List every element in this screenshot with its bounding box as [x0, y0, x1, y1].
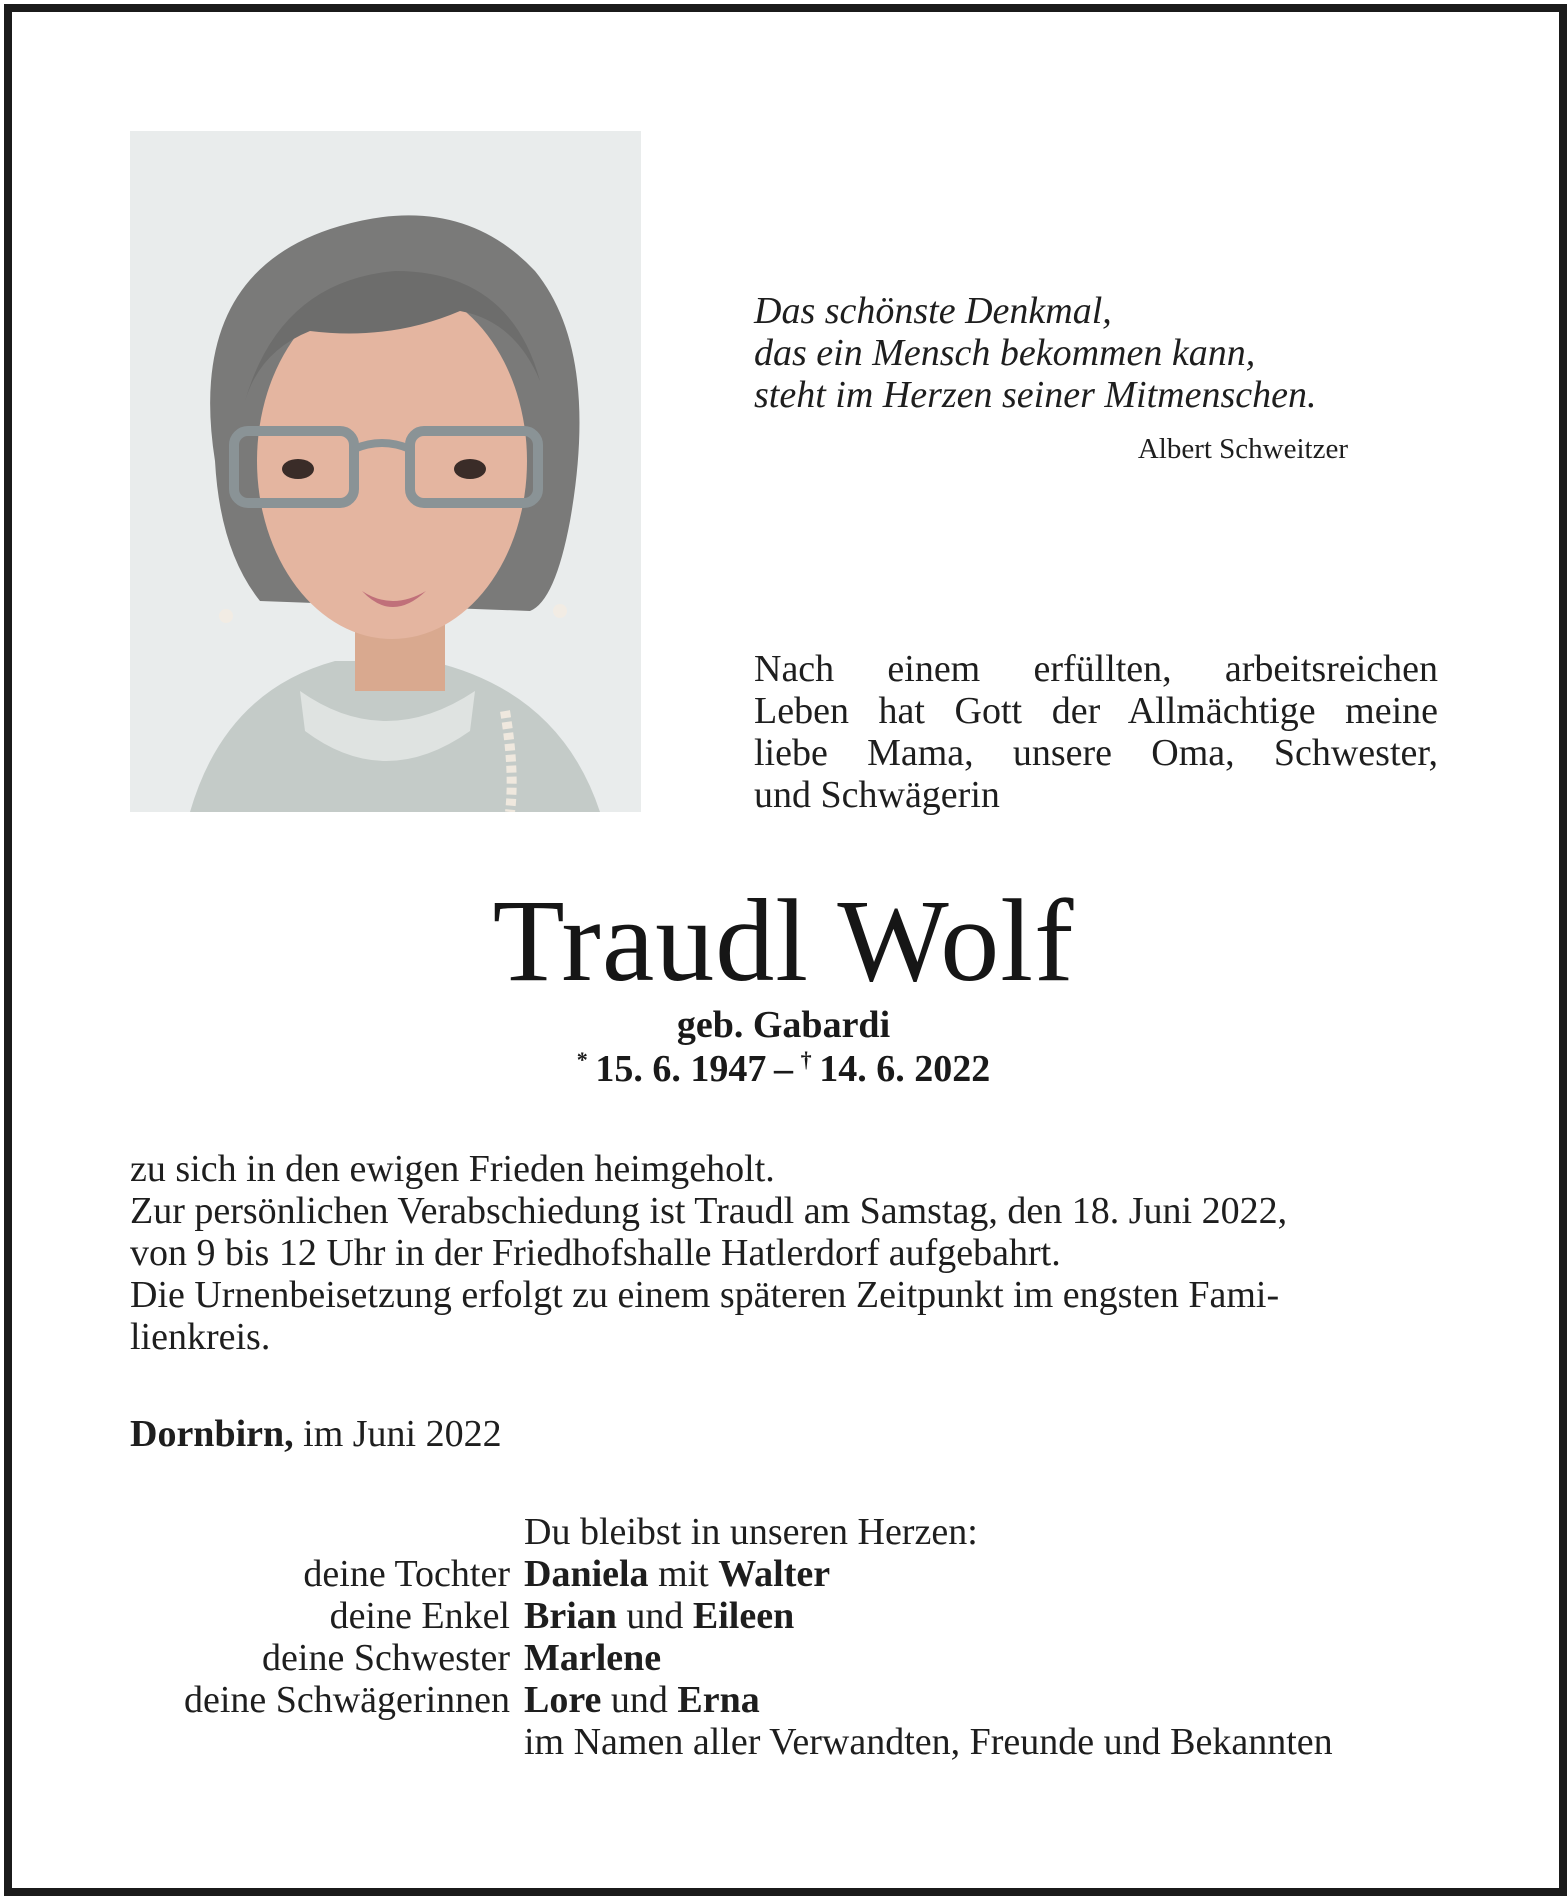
- place-and-date: [130, 1412, 502, 1456]
- body-line: Die Urnenbeisetzung erfolgt zu einem späteren Zeitpunkt im engsten Fami-: [130, 1274, 1280, 1316]
- body-line: von 9 bis 12 Uhr in der Friedhofshalle Hatlerdorf aufgebahrt.: [130, 1232, 1061, 1274]
- intro-line: liebe Mama, unsere Oma, Schwester,: [754, 732, 1438, 774]
- mourners-heading: Du bleibst in unseren Herzen:: [524, 1511, 978, 1553]
- intro-line: und Schwägerin: [754, 774, 1000, 816]
- quote-line: Das schönste Denkmal,: [754, 290, 1112, 332]
- mourner-name: Walter: [718, 1553, 831, 1595]
- mourner-row: [130, 1679, 1440, 1721]
- announcement-text: [130, 1148, 1440, 1358]
- mourner-relation: deine Schwägerinnen: [183, 1679, 510, 1721]
- birth-symbol: *: [576, 1047, 588, 1072]
- mourner-name: Eileen: [692, 1595, 795, 1637]
- intro-line: Nach einem erfüllten, arbeitsreichen: [754, 648, 1438, 690]
- body-line: lienkreis.: [130, 1316, 271, 1358]
- mourner-joiner: und: [610, 1679, 668, 1721]
- mourner-relation: deine Tochter: [303, 1553, 510, 1595]
- portrait-photo: [130, 131, 641, 812]
- mourners-closing: im Namen aller Verwandten, Freunde und Bekannten: [524, 1721, 1333, 1763]
- mourner-row: [130, 1595, 1440, 1637]
- mourner-name: Brian: [524, 1595, 617, 1637]
- place-date: im Juni 2022: [303, 1413, 502, 1455]
- quote-line: das ein Mensch bekommen kann,: [754, 332, 1256, 374]
- intro-line: Leben hat Gott der Allmächtige meine: [754, 690, 1438, 732]
- mourner-joiner: und: [626, 1595, 684, 1637]
- intro-paragraph: [754, 648, 1438, 816]
- date-separator: –: [774, 1048, 793, 1090]
- mourner-relation: deine Schwester: [262, 1637, 510, 1679]
- death-symbol: †: [800, 1047, 812, 1072]
- deceased-name: Traudl Wolf: [492, 875, 1075, 1006]
- mourner-relation: deine Enkel: [329, 1595, 510, 1637]
- death-date: 14. 6. 2022: [819, 1048, 991, 1090]
- mourners-list: [130, 1511, 1440, 1763]
- body-line: Zur persönlichen Verabschiedung ist Traudl am Samstag, den 18. Juni 2022,: [130, 1190, 1288, 1232]
- birth-date: 15. 6. 1947: [595, 1048, 767, 1090]
- epitaph-quote: [754, 290, 1354, 416]
- mourner-name: Lore: [524, 1679, 602, 1721]
- mourner-name: Erna: [677, 1679, 760, 1721]
- place-city: Dornbirn,: [130, 1413, 294, 1455]
- mourner-row: [130, 1553, 1440, 1595]
- birth-name: geb. Gabardi: [676, 1004, 891, 1046]
- mourner-row: [130, 1637, 1440, 1679]
- quote-line: steht im Herzen seiner Mitmenschen.: [754, 374, 1317, 416]
- quote-author: Albert Schweitzer: [1137, 433, 1348, 465]
- life-dates: [0, 1047, 1567, 1091]
- mourner-joiner: mit: [658, 1553, 709, 1595]
- mourners-closing-row: [130, 1721, 1440, 1763]
- mourner-name: Daniela: [524, 1553, 649, 1595]
- mourners-heading-row: [130, 1511, 1440, 1553]
- mourner-name: Marlene: [524, 1637, 662, 1679]
- body-line: zu sich in den ewigen Frieden heimgeholt.: [130, 1148, 775, 1190]
